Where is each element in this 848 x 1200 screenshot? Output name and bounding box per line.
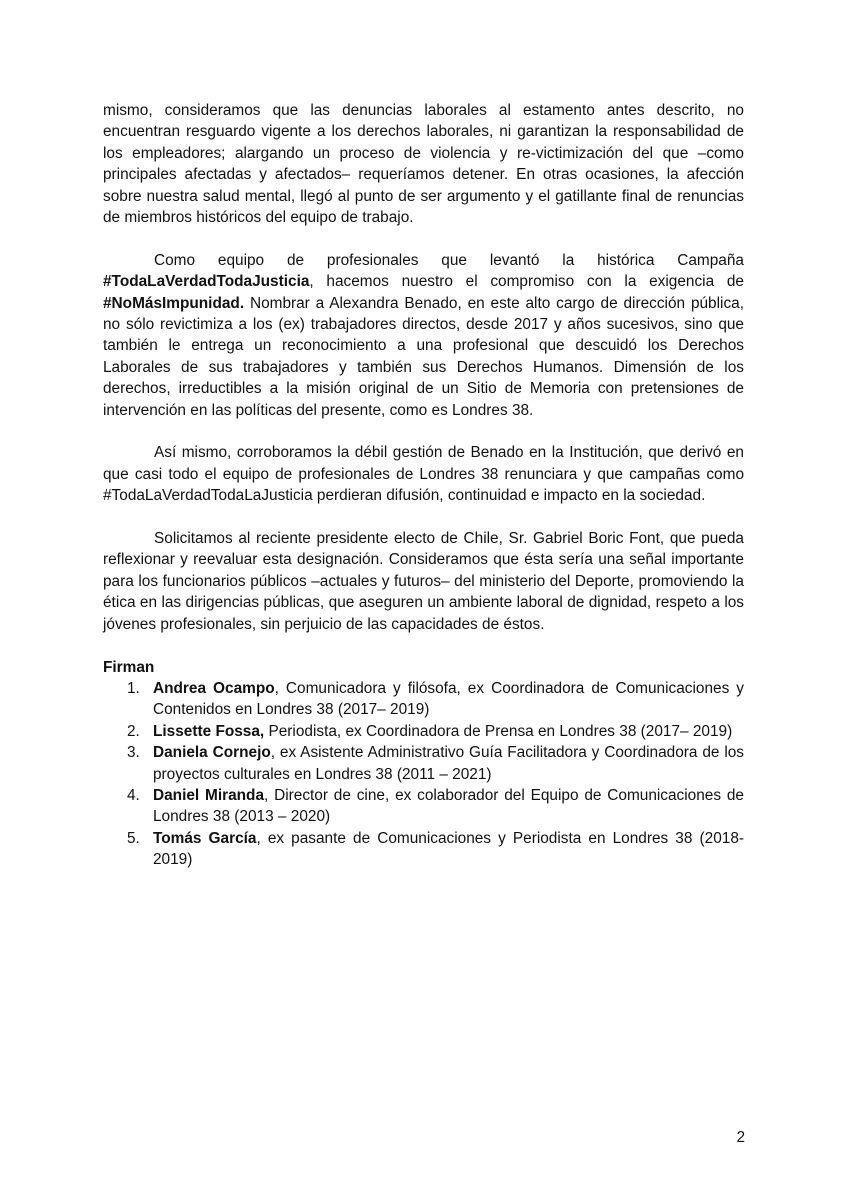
signer-number: 5. <box>127 829 140 847</box>
hashtag-toda-la-verdad: #TodaLaVerdadTodaJusticia <box>103 273 310 291</box>
document-page <box>103 100 744 871</box>
signer-name: Lissette Fossa, <box>153 722 265 740</box>
signer-item <box>127 785 744 828</box>
signer-item <box>127 721 744 742</box>
signer-item <box>127 828 744 871</box>
signer-name: Andrea Ocampo <box>153 679 275 697</box>
page-number: 2 <box>736 1129 745 1146</box>
campaign-text-1: Como equipo de profesionales que levantó la histórica Campaña <box>154 251 744 269</box>
signer-description: , Comunicadora y filósofa, ex Coordinadora de Comunicaciones y Contenidos en Londres 38 (2017– 2019) <box>153 679 744 719</box>
signer-description: , Director de cine, ex colaborador del Equipo de Comunicaciones de Londres 38 (2013 – 2020) <box>153 786 744 826</box>
signer-item <box>127 678 744 721</box>
signer-description: , ex Asistente Administrativo Guía Facilitadora y Coordinadora de los proyectos culturales en Londres 38 (2011 – 2021) <box>153 744 744 783</box>
signer-description: Periodista, ex Coordinadora de Prensa en Londres 38 (2017– 2019) <box>264 722 733 740</box>
campaign-text-2: , hacemos nuestro el compromiso con la exigencia de <box>309 273 744 291</box>
signatures-title: Firman <box>103 658 155 676</box>
signer-number: 2. <box>127 722 140 740</box>
campaign-text-3: Nombrar a Alexandra Benado, en este alto cargo de dirección pública, no sólo revictimiza a los (ex) trabajadores directos, desde 2017 y años sucesivos, sino que también le entrega un reconocimiento a una profesional que descuidó los Derechos Laborales de sus trabajadores y también sus Derechos Humanos. Dimensión de los derechos, irreductibles a la misión original de un Sitio de Memoria con pretensiones de intervención en las políticas del presente, como es Londres 38. <box>103 294 744 419</box>
signer-item <box>127 742 744 785</box>
signer-name: Daniela Cornejo <box>153 744 271 762</box>
signer-number: 4. <box>127 786 140 804</box>
hashtag-no-mas-impunidad: #NoMásImpunidad. <box>103 294 245 312</box>
paragraph-campaign <box>103 250 744 421</box>
signer-number: 3. <box>127 744 140 762</box>
signer-number: 1. <box>127 679 140 697</box>
signer-name: Daniel Miranda <box>153 786 265 804</box>
paragraph-gestion: Así mismo, corroboramos la débil gestión de Benado en la Institución, que derivó en que casi todo el equipo de profesionales de Londres 38 renunciara y que campañas como #TodaLaVerdadTodaLaJusticia perdieran difusión, continuidad e impacto en la sociedad. <box>103 444 744 505</box>
paragraph-continuation: mismo, consideramos que las denuncias laborales al estamento antes descrito, no encuentran resguardo vigente a los derechos laborales, ni garantizan la responsabilidad de los empleadores; alargando un proceso de violencia y re-victimización del que –como principales afectadas y afectados– requeríamos detener. En otras ocasiones, la afección sobre nuestra salud mental, llegó al punto de ser argumento y el gatillante final de renuncias de miembros históricos del equipo de trabajo. <box>103 102 744 227</box>
signer-name: Tomás García <box>153 829 257 847</box>
signers-list <box>103 678 744 871</box>
signer-description: , ex pasante de Comunicaciones y Periodista en Londres 38 (2018-2019) <box>153 829 744 869</box>
paragraph-solicitud: Solicitamos al reciente presidente electo de Chile, Sr. Gabriel Boric Font, que pueda reflexionar y reevaluar esta designación. Consideramos que ésta sería una señal importante para los funcionarios públicos –actuales y futuros– del ministerio del Deporte, promoviendo la ética en las dirigencias públicas, que aseguren un ambiente laboral de dignidad, respeto a los jóvenes profesionales, sin perjuicio de las capacidades de éstos. <box>103 530 744 633</box>
